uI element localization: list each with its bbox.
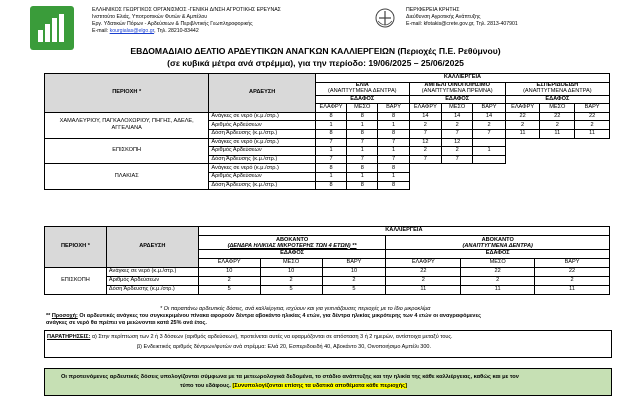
cell: 22 xyxy=(461,268,535,277)
row-label: Ανάγκες σε νερό (κ.μ./στρ.) xyxy=(106,268,198,277)
soil-light: ΕΛΑΦΡΥ xyxy=(409,104,441,113)
footnote-avocado-warning-cont: ανάγκες σε νερό θα πρέπει να μειώνονται κατά 25% ανά έτος. xyxy=(46,320,207,326)
table-row xyxy=(45,277,610,286)
region-line: ΠΕΡΙΦΕΡΕΙΑ ΚΡΗΤΗΣ xyxy=(406,7,460,13)
soil-medium: ΜΕΣΟ xyxy=(540,104,575,113)
cell: 7 xyxy=(409,155,441,164)
cell: 2 xyxy=(505,121,540,130)
greek-emblem-icon xyxy=(374,7,396,29)
soil-medium: ΜΕΣΟ xyxy=(260,259,322,268)
remark-b: β) Ενδεικτικός αριθμός δέντρων/φυτών ανά στρέμμα: Ελιά 20, Εσπεριδοειδή 40, Αβοκάντο 30, Οινοποιήσιμο Αμπέλι 300. xyxy=(137,344,431,350)
cell: 11 xyxy=(461,286,535,295)
cell: 2 xyxy=(575,121,610,130)
cell: 8 xyxy=(378,129,409,138)
crop-header-avocado-young: ΑΒΟΚΑΝΤΟ (ΔΕΝΔΡΑ ΗΛΙΚΙΑΣ ΜΙΚΡΟΤΕΡΗΣ ΤΩΝ 4 ΕΤΩΝ) ** xyxy=(198,236,386,250)
remark-a: ΠΑΡΑΤΗΡΗΣΕΙΣ: α) Στην περίπτωση των 2 ή 3 δόσεων (αριθμός αρδεύσεων), προτείνεται αυτές να εφαρμόζονται σε απόσταση 3 ή 2 ημερών, αντίστοιχα μεταξύ τους. xyxy=(47,334,453,340)
cell: 11 xyxy=(540,129,575,138)
row-label: Αριθμός Αρδεύσεων xyxy=(106,277,198,286)
advisory-line: τύπο του εδάφους. [Συνυπολογίζονται επίσης τα υδατικά αποθέματα κάθε περιοχής] xyxy=(180,383,408,389)
cell: 2 xyxy=(198,277,260,286)
row-label: Αριθμός Αρδεύσεων xyxy=(209,172,316,181)
cell: 7 xyxy=(347,138,378,147)
cell: 5 xyxy=(322,286,386,295)
cell: 22 xyxy=(540,112,575,121)
cell: 1 xyxy=(347,147,378,156)
cell: 1 xyxy=(315,147,346,156)
row-label: Δόση Άρδευσης (κ.μ./στρ.) xyxy=(209,129,316,138)
header-irrigation: ΑΡΔΕΥΣΗ xyxy=(106,227,198,268)
elgo-logo xyxy=(30,6,74,50)
cell: 5 xyxy=(198,286,260,295)
cell: 2 xyxy=(442,121,473,130)
cell: 8 xyxy=(315,164,346,173)
cell: 2 xyxy=(409,121,441,130)
cell: 8 xyxy=(347,181,378,190)
cell: 1 xyxy=(473,147,505,156)
cell: 14 xyxy=(409,112,441,121)
cell: 11 xyxy=(535,286,610,295)
cell: 22 xyxy=(535,268,610,277)
footnote-microclimate: * Οι παραπάνω αρδευτικές δόσεις, ανά καλλιέργεια, ισχύουν και για γειτνιάζουσες περιοχές με το ίδιο μικροκλίμα xyxy=(160,306,431,312)
highlighted-text: [Συνυπολογίζονται επίσης τα υδατικά αποθέματα κάθε περιοχής] xyxy=(232,383,408,389)
cell: 1 xyxy=(378,172,409,181)
header-area: ΠΕΡΙΟΧΗ * xyxy=(45,74,209,113)
cell: 8 xyxy=(378,181,409,190)
cell: 2 xyxy=(409,147,441,156)
elgo-logo-icon xyxy=(36,12,68,44)
soil-medium: ΜΕΣΟ xyxy=(461,259,535,268)
soil-header: ΕΔΑΦΟΣ xyxy=(315,95,409,104)
table-row xyxy=(45,112,610,121)
soil-light: ΕΛΑΦΡΥ xyxy=(386,259,461,268)
table-row xyxy=(45,138,610,147)
region-line: Διεύθυνση Αγροτικής Ανάπτυξης xyxy=(406,14,481,20)
cell: 7 xyxy=(347,155,378,164)
cell: 7 xyxy=(473,129,505,138)
empty-cell xyxy=(409,164,609,190)
row-label: Αριθμός Αρδεύσεων xyxy=(209,147,316,156)
cell: 11 xyxy=(575,129,610,138)
soil-header: ΕΔΑΦΟΣ xyxy=(386,250,610,259)
cell: 22 xyxy=(505,112,540,121)
table-row xyxy=(45,286,610,295)
bulletin-subtitle: (σε κυβικά μέτρα ανά στρέμμα), για την περίοδο: 19/06/2025 – 25/06/2025 xyxy=(167,58,464,68)
cell: 7 xyxy=(315,138,346,147)
cell: 12 xyxy=(409,138,441,147)
cell: 8 xyxy=(378,164,409,173)
cell: 1 xyxy=(378,147,409,156)
irrigation-table-main xyxy=(44,73,610,190)
cell: 1 xyxy=(347,172,378,181)
row-label: Ανάγκες σε νερό (κ.μ./στρ.) xyxy=(209,138,316,147)
cell: 8 xyxy=(315,112,346,121)
advisory-note-box xyxy=(44,368,612,396)
table-row xyxy=(45,268,610,277)
cell: 2 xyxy=(535,277,610,286)
header-area: ΠΕΡΙΟΧΗ * xyxy=(45,227,107,268)
region-info xyxy=(406,7,518,28)
area-name: ΕΠΙΣΚΟΠΗ xyxy=(45,268,107,295)
region-line: E-mail: kfotakis@crete.gov.gr, Τηλ. 2813-407901 xyxy=(406,21,518,27)
header-irrigation: ΑΡΔΕΥΣΗ xyxy=(209,74,316,113)
cell: 1 xyxy=(315,172,346,181)
cell: 7 xyxy=(442,155,473,164)
cell: 11 xyxy=(386,286,461,295)
organization-info xyxy=(92,7,281,35)
cell: 10 xyxy=(198,268,260,277)
cell xyxy=(473,138,505,147)
crop-header-vine: ΑΜΠΕΛΙ ΟΙΝΟΠΟΙΗΣΙΜΟ (ΑΝΑΠΤΥΓΜΕΝΑ ΠΡΕΜΝΑ) xyxy=(409,82,505,95)
remarks-box xyxy=(44,330,612,358)
org-line: ΕΛΛΗΝΙΚΟΣ ΓΕΩΡΓΙΚΟΣ ΟΡΓΑΝΙΣΜΟΣ -ΓΕΝΙΚΗ Δ/ΝΣΗ ΑΓΡΟΤΙΚΗΣ ΕΡΕΥΝΑΣ xyxy=(92,7,281,13)
soil-light: ΕΛΑΦΡΥ xyxy=(315,104,346,113)
empty-cell xyxy=(505,138,609,164)
row-label: Ανάγκες σε νερό (κ.μ./στρ.) xyxy=(209,164,316,173)
cell: 8 xyxy=(315,181,346,190)
soil-heavy: ΒΑΡΥ xyxy=(378,104,409,113)
table-row xyxy=(45,164,610,173)
soil-heavy: ΒΑΡΥ xyxy=(322,259,386,268)
cell: 2 xyxy=(386,277,461,286)
cell: 10 xyxy=(322,268,386,277)
org-line: Ινστιτούτο Ελιάς, Υποτροπικών Φυτών & Αμπέλου xyxy=(92,14,208,20)
cell: 2 xyxy=(473,121,505,130)
org-contact: E-mail: kourgialas@elgo.gr, Τηλ. 28210-83442 xyxy=(92,28,199,34)
cell: 7 xyxy=(442,129,473,138)
header-crops: ΚΑΛΛΙΕΡΓΕΙΑ xyxy=(315,74,609,83)
soil-light: ΕΛΑΦΡΥ xyxy=(505,104,540,113)
cell: 2 xyxy=(540,121,575,130)
cell: 7 xyxy=(378,138,409,147)
row-label: Δόση Άρδευσης (κ.μ./στρ.) xyxy=(209,181,316,190)
area-name: ΕΠΙΣΚΟΠΗ xyxy=(45,138,209,164)
area-name: ΧΑΜΑΛΕΥΡΙΟΥ, ΠΑΓΚΑΛΟΧΩΡΙΟΥ, ΠΗΓΗΣ, ΑΔΕΛΕ, ΑΓΓΕΛΙΑΝΑ xyxy=(45,112,209,138)
crop-header-avocado-mature: ΑΒΟΚΑΝΤΟ (ΑΝΑΠΤΥΓΜΕΝΑ ΔΕΝΤΡΑ) xyxy=(386,236,610,250)
cell: 8 xyxy=(315,129,346,138)
cell: 1 xyxy=(378,121,409,130)
bulletin-title: ΕΒΔΟΜΑΔΙΑΙΟ ΔΕΛΤΙΟ ΑΡΔΕΥΤΙΚΩΝ ΑΝΑΓΚΩΝ ΚΑΛΛΙΕΡΓΕΙΩΝ (Περιοχές Π.Ε. Ρεθύμνου) xyxy=(130,46,501,56)
row-label: Αριθμός Αρδεύσεων xyxy=(209,121,316,130)
cell: 8 xyxy=(378,112,409,121)
cell: 11 xyxy=(505,129,540,138)
cell: 22 xyxy=(575,112,610,121)
irrigation-table-avocado xyxy=(44,226,610,295)
crop-header-citrus: ΕΣΠΕΡΙΔΟΕΙΔΗ (ΑΝΑΠΤΥΓΜΕΝΑ ΔΕΝΤΡΑ) xyxy=(505,82,609,95)
soil-heavy: ΒΑΡΥ xyxy=(473,104,505,113)
org-line: Εργ. Υδατικών Πόρων - Αρδεύσεων & Περιβ/ντικής Γεωπληροφορικής xyxy=(92,21,253,27)
cell: 8 xyxy=(347,164,378,173)
cell: 7 xyxy=(315,155,346,164)
row-label: Δόση Άρδευσης (κ.μ./στρ.) xyxy=(209,155,316,164)
cell: 1 xyxy=(347,121,378,130)
org-email-link[interactable]: kourgialas@elgo.gr xyxy=(109,28,155,34)
soil-light: ΕΛΑΦΡΥ xyxy=(198,259,260,268)
cell: 7 xyxy=(378,155,409,164)
cell: 14 xyxy=(442,112,473,121)
soil-medium: ΜΕΣΟ xyxy=(442,104,473,113)
cell: 5 xyxy=(260,286,322,295)
header-crops: ΚΑΛΛΙΕΡΓΕΙΑ xyxy=(198,227,609,236)
soil-header: ΕΔΑΦΟΣ xyxy=(409,95,505,104)
row-label: Δόση Άρδευσης (κ.μ./στρ.) xyxy=(106,286,198,295)
advisory-line: Οι προτεινόμενες αρδευτικές δόσεις υπολογίζονται σύμφωνα με τα μετεωρολογικά δεδομένα, το στάδιο ανάπτυξης και την ηλικία της κάθε καλλιέργειας, καθώς και με τον xyxy=(61,374,519,380)
cell: 1 xyxy=(315,121,346,130)
cell: 12 xyxy=(442,138,473,147)
cell: 22 xyxy=(386,268,461,277)
footnote-avocado-warning: ** Προσοχή: Οι αρδευτικές ανάγκες του συγκεκριμένου πίνακα αφορούν δέντρα αβοκάντο ηλικίας 4 ετών, για δέντρα ηλικίας μικρότερης των 4 ετών οι αναγραφόμενες xyxy=(46,313,481,319)
soil-header: ΕΔΑΦΟΣ xyxy=(198,250,386,259)
row-label: Ανάγκες σε νερό (κ.μ./στρ.) xyxy=(209,112,316,121)
soil-medium: ΜΕΣΟ xyxy=(347,104,378,113)
cell: 2 xyxy=(322,277,386,286)
cell: 14 xyxy=(473,112,505,121)
soil-heavy: ΒΑΡΥ xyxy=(535,259,610,268)
cell: 8 xyxy=(347,112,378,121)
soil-heavy: ΒΑΡΥ xyxy=(575,104,610,113)
cell: 7 xyxy=(409,129,441,138)
cell: 8 xyxy=(347,129,378,138)
cell: 2 xyxy=(461,277,535,286)
soil-header: ΕΔΑΦΟΣ xyxy=(505,95,609,104)
cell: 2 xyxy=(260,277,322,286)
crop-header-olive: ΕΛΙΑ (ΑΝΑΠΤΥΓΜΕΝΑ ΔΕΝΤΡΑ) xyxy=(315,82,409,95)
cell xyxy=(473,155,505,164)
area-name: ΠΛΑΚΙΑΣ xyxy=(45,164,209,190)
cell: 10 xyxy=(260,268,322,277)
cell: 2 xyxy=(442,147,473,156)
